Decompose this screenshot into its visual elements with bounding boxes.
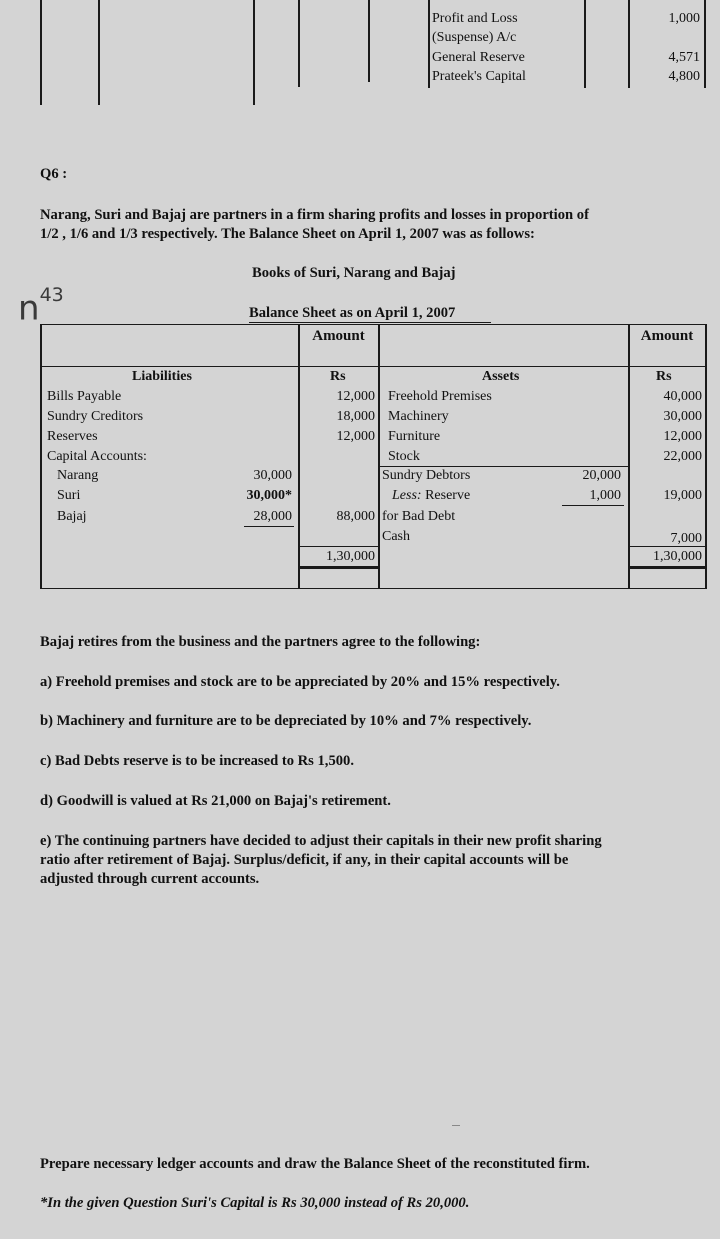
liability-amount: 12,000 <box>336 389 375 404</box>
asset-amount: 22,000 <box>663 449 702 464</box>
rule <box>98 0 100 105</box>
capital-total: 88,000 <box>336 509 375 524</box>
page-number-watermark: $n^{43}$ <box>18 284 64 329</box>
assets-total: 1,30,000 <box>653 549 702 564</box>
asset-amount: 30,000 <box>663 409 702 424</box>
partner-capital: 30,000* <box>246 488 292 503</box>
header-separator <box>40 366 707 367</box>
partner-name: Bajaj <box>57 509 87 524</box>
assets-header: Assets <box>482 369 520 384</box>
term-e: e) The continuing partners have decided to adjust their capitals in their new profit sharing <box>40 833 602 849</box>
rule <box>368 0 370 82</box>
table-right-border <box>705 324 707 589</box>
liabilities-total: 1,30,000 <box>326 549 375 564</box>
subtotal-rule <box>562 505 624 506</box>
liabilities-header: Liabilities <box>132 369 192 384</box>
partner-capital: 28,000 <box>253 509 292 524</box>
table-bottom-border <box>40 588 707 589</box>
fragment-amount: 4,571 <box>668 50 700 65</box>
double-rule <box>299 566 378 569</box>
table-left-border <box>40 324 42 589</box>
liability-label: Reserves <box>47 429 98 444</box>
liability-amount: 18,000 <box>336 409 375 424</box>
fragment-label: Prateek's Capital <box>432 69 526 84</box>
rule <box>584 0 586 88</box>
term-c: c) Bad Debts reserve is to be increased to Rs 1,500. <box>40 753 354 769</box>
capital-accounts-label: Capital Accounts: <box>47 449 147 464</box>
question-number: Q6 : <box>40 166 68 182</box>
rule <box>40 0 42 105</box>
term-e: ratio after retirement of Bajaj. Surplus/deficit, if any, in their capital accounts will be <box>40 852 569 868</box>
double-rule <box>629 566 705 569</box>
rule <box>253 0 255 105</box>
books-title: Books of Suri, Narang and Bajaj <box>252 265 456 281</box>
subtotal-rule <box>244 526 294 527</box>
fragment-amount: 4,800 <box>668 69 700 84</box>
cash-amount: 7,000 <box>670 531 702 546</box>
rs-header: Rs <box>656 369 672 384</box>
less-reserve-label <box>392 487 470 504</box>
footnote: *In the given Question Suri's Capital is Rs 30,000 instead of Rs 20,000. <box>40 1195 470 1211</box>
bad-debt-label: for Bad Debt <box>382 509 456 524</box>
partner-capital: 30,000 <box>253 468 292 483</box>
less-label: Less: <box>392 488 422 503</box>
asset-label: Machinery <box>388 409 449 424</box>
debtors-label: Sundry Debtors <box>382 468 471 483</box>
column-divider <box>378 324 380 589</box>
fragment-amount: 1,000 <box>668 11 700 26</box>
term-e: adjusted through current accounts. <box>40 871 260 887</box>
question-intro: Narang, Suri and Bajaj are partners in a firm sharing profits and losses in proportion of <box>40 207 589 223</box>
fragment-label: General Reserve <box>432 50 525 65</box>
stray-mark <box>452 1125 460 1126</box>
amount-header: Amount <box>640 328 694 344</box>
fragment-label: Profit and Loss <box>432 11 518 26</box>
question-intro: 1/2 , 1/6 and 1/3 respectively. The Balance Sheet on April 1, 2007 was as follows: <box>40 226 535 242</box>
term-d: d) Goodwill is valued at Rs 21,000 on Bajaj's retirement. <box>40 793 391 809</box>
liability-label: Bills Payable <box>47 389 122 404</box>
rs-header: Rs <box>330 369 346 384</box>
partner-name: Narang <box>57 468 99 483</box>
asset-amount: 40,000 <box>663 389 702 404</box>
term-b: b) Machinery and furniture are to be depreciated by 10% and 7% respectively. <box>40 713 532 729</box>
cash-label: Cash <box>382 529 410 544</box>
total-rule <box>629 546 705 547</box>
asset-label: Freehold Premises <box>388 389 492 404</box>
fragment-label: (Suspense) A/c <box>432 30 517 45</box>
table-top-border <box>40 324 707 325</box>
reserve-label: Reserve <box>425 488 471 503</box>
asset-label: Furniture <box>388 429 441 444</box>
balance-sheet-title: Balance Sheet as on April 1, 2007 <box>249 305 456 321</box>
terms-intro: Bajaj retires from the business and the partners agree to the following: <box>40 634 481 650</box>
partner-name: Suri <box>57 488 81 503</box>
rule <box>704 0 706 88</box>
rule <box>428 0 430 88</box>
rule <box>298 0 300 87</box>
title-underline <box>249 322 491 323</box>
reserve-amount: 1,000 <box>589 488 621 503</box>
total-rule <box>299 546 378 547</box>
asset-amount: 12,000 <box>663 429 702 444</box>
liability-amount: 12,000 <box>336 429 375 444</box>
term-a: a) Freehold premises and stock are to be appreciated by 20% and 15% respectively. <box>40 674 560 690</box>
prepare-instruction: Prepare necessary ledger accounts and draw the Balance Sheet of the reconstituted firm. <box>40 1156 590 1172</box>
liability-label: Sundry Creditors <box>47 409 144 424</box>
debtors-net: 19,000 <box>663 488 702 503</box>
debtors-amount: 20,000 <box>582 468 621 483</box>
amount-header: Amount <box>312 328 365 344</box>
asset-label: Stock <box>388 449 420 464</box>
